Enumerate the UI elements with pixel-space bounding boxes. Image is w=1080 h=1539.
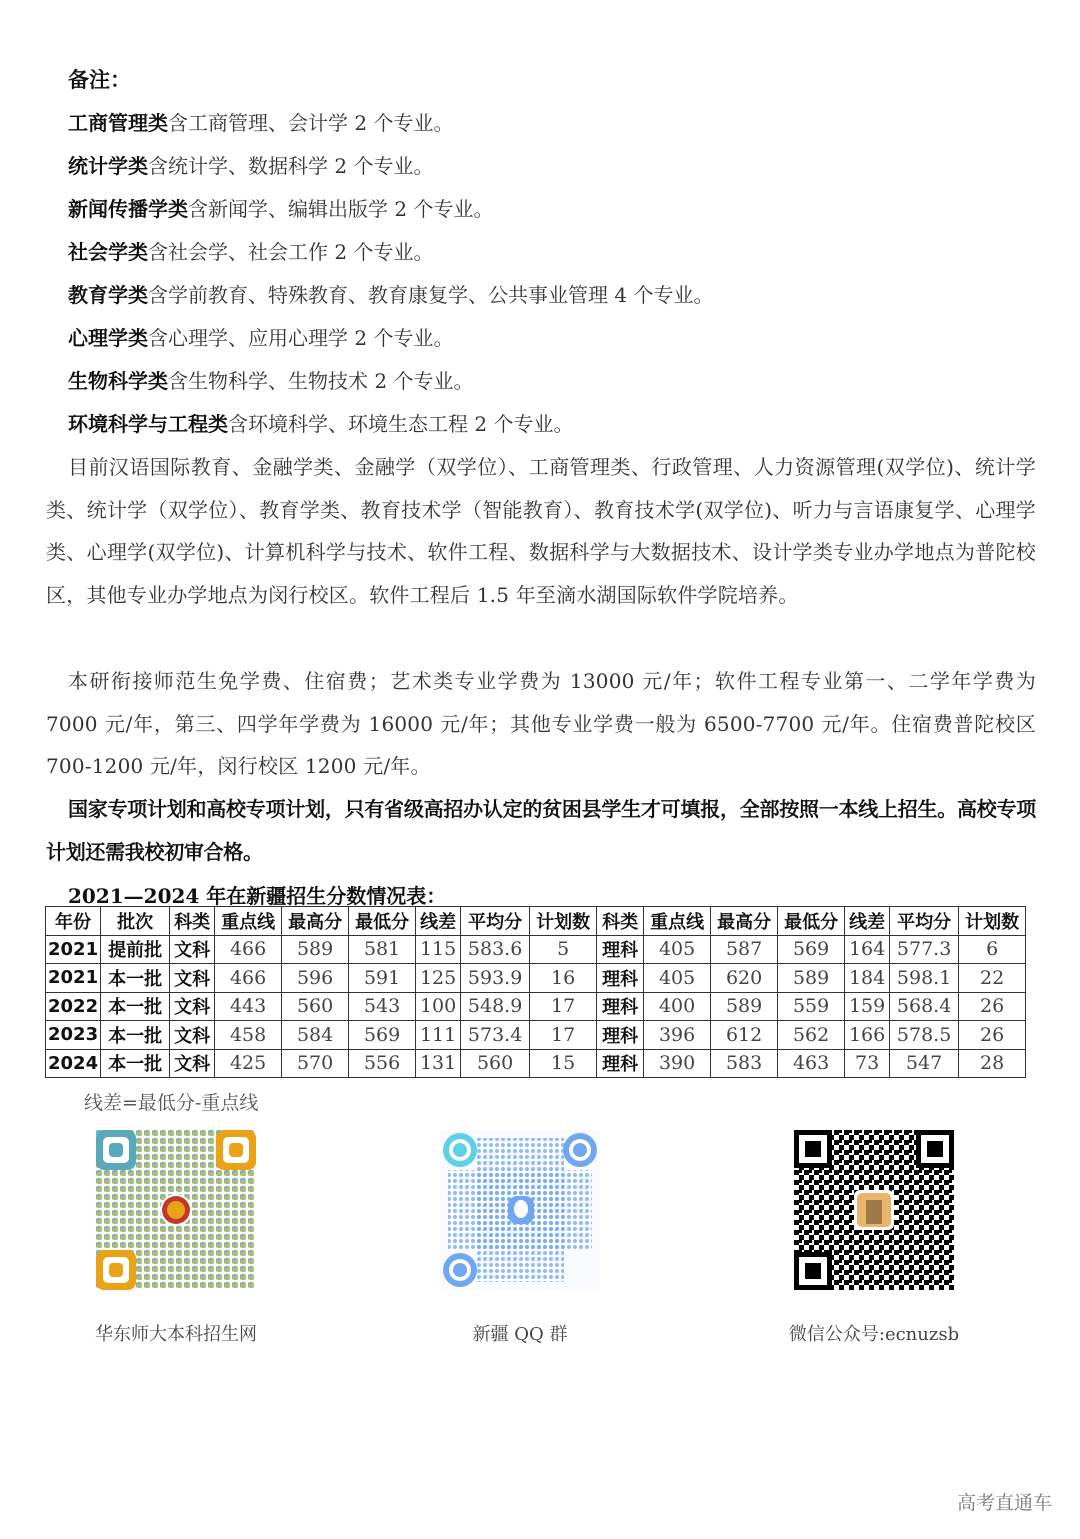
- plan-count-cell: 16: [530, 964, 597, 993]
- column-header: 最高分: [282, 907, 349, 936]
- plan-count-cell: 26: [959, 992, 1026, 1021]
- track-cell: 理科: [597, 992, 644, 1021]
- plan-count-cell: 15: [530, 1049, 597, 1078]
- qr-code-qq-group-icon[interactable]: [440, 1130, 600, 1290]
- track-cell: 理科: [597, 1021, 644, 1050]
- table-row: [46, 935, 1026, 964]
- line-diff-cell: 111: [416, 1021, 461, 1050]
- line-diff-cell: 131: [416, 1049, 461, 1078]
- cutoff-cell: 405: [644, 964, 711, 993]
- campus-paragraph: 目前汉语国际教育、金融学类、金融学（双学位）、工商管理类、行政管理、人力资源管理(双学位)、统计学类、统计学（双学位）、教育学类、教育技术学（智能教育）、教育技术学(双学位)、听力与言语康复学、心理学类、心理学(双学位)、计算机科学与技术、软件工程、数据科学与大数据技术、设计学类专业办学地点为普陀校区，其他专业办学地点为闵行校区。软件工程后 1.5 年至滴水湖国际软件学院培养。: [46, 455, 1036, 607]
- category-note: 工商管理类含工商管理、会计学 2 个专业。: [68, 111, 454, 135]
- track-cell: 文科: [170, 964, 215, 993]
- min-score-cell: 463: [778, 1049, 845, 1078]
- column-header: 最低分: [778, 907, 845, 936]
- line-diff-cell: 100: [416, 992, 461, 1021]
- table-row: [46, 1021, 1026, 1050]
- max-score-cell: 589: [282, 935, 349, 964]
- column-header: 科类: [597, 907, 644, 936]
- qr-code-wechat-icon[interactable]: [794, 1130, 954, 1290]
- table-header-row: [46, 907, 1026, 936]
- max-score-cell: 583: [711, 1049, 778, 1078]
- plan-count-cell: 17: [530, 1021, 597, 1050]
- avg-score-cell: 547: [890, 1049, 959, 1078]
- line-diff-cell: 166: [845, 1021, 890, 1050]
- track-cell: 理科: [597, 935, 644, 964]
- line-diff-formula: 线差=最低分-重点线: [84, 1092, 259, 1114]
- max-score-cell: 570: [282, 1049, 349, 1078]
- column-header: 年份: [46, 907, 101, 936]
- year-cell: 2024: [46, 1049, 101, 1078]
- min-score-cell: 562: [778, 1021, 845, 1050]
- line-diff-cell: 164: [845, 935, 890, 964]
- avg-score-cell: 578.5: [890, 1021, 959, 1050]
- table-title: 2021—2024 年在新疆招生分数情况表：: [68, 884, 447, 908]
- avg-score-cell: 593.9: [461, 964, 530, 993]
- remarks-title: 备注：: [68, 68, 131, 92]
- line-diff-cell: 159: [845, 992, 890, 1021]
- column-header: 重点线: [644, 907, 711, 936]
- column-header: 最高分: [711, 907, 778, 936]
- avg-score-cell: 548.9: [461, 992, 530, 1021]
- year-cell: 2023: [46, 1021, 101, 1050]
- batch-cell: 本一批: [101, 964, 170, 993]
- qr-admissions-site[interactable]: [66, 1130, 286, 1346]
- track-cell: 文科: [170, 935, 215, 964]
- qr-wechat[interactable]: [764, 1130, 984, 1346]
- min-score-cell: 591: [349, 964, 416, 993]
- score-table: [45, 906, 1026, 1078]
- cutoff-cell: 466: [215, 935, 282, 964]
- column-header: 科类: [170, 907, 215, 936]
- cutoff-cell: 405: [644, 935, 711, 964]
- track-cell: 文科: [170, 992, 215, 1021]
- cutoff-cell: 396: [644, 1021, 711, 1050]
- special-plan-paragraph: 国家专项计划和高校专项计划，只有省级高招办认定的贫困县学生才可填报，全部按照一本线上招生。高校专项计划还需我校初审合格。: [46, 797, 1036, 864]
- line-diff-cell: 115: [416, 935, 461, 964]
- avg-score-cell: 598.1: [890, 964, 959, 993]
- line-diff-cell: 184: [845, 964, 890, 993]
- column-header: 重点线: [215, 907, 282, 936]
- avg-score-cell: 577.3: [890, 935, 959, 964]
- max-score-cell: 584: [282, 1021, 349, 1050]
- batch-cell: 本一批: [101, 992, 170, 1021]
- year-cell: 2021: [46, 935, 101, 964]
- category-note: 统计学类含统计学、数据科学 2 个专业。: [68, 154, 434, 178]
- year-cell: 2021: [46, 964, 101, 993]
- avg-score-cell: 560: [461, 1049, 530, 1078]
- min-score-cell: 569: [778, 935, 845, 964]
- qr-code-admissions-site-icon[interactable]: [96, 1130, 256, 1290]
- track-cell: 文科: [170, 1049, 215, 1078]
- min-score-cell: 543: [349, 992, 416, 1021]
- column-header: 平均分: [461, 907, 530, 936]
- min-score-cell: 569: [349, 1021, 416, 1050]
- qr-caption: 微信公众号:ecnuzsb: [788, 1324, 960, 1345]
- year-cell: 2022: [46, 992, 101, 1021]
- column-header: 平均分: [890, 907, 959, 936]
- column-header: 最低分: [349, 907, 416, 936]
- avg-score-cell: 573.4: [461, 1021, 530, 1050]
- max-score-cell: 587: [711, 935, 778, 964]
- plan-count-cell: 6: [959, 935, 1026, 964]
- max-score-cell: 612: [711, 1021, 778, 1050]
- plan-count-cell: 5: [530, 935, 597, 964]
- fees-paragraph: 本研衔接师范生免学费、住宿费；艺术类专业学费为 13000 元/年；软件工程专业第一、二学年学费为 7000 元/年，第三、四学年学费为 16000 元/年；其他专业学费一般为 6500-7700 元/年。住宿费普陀校区 700-1200 元/年，闵行校区 1200 元/年。: [46, 669, 1036, 778]
- column-header: 计划数: [530, 907, 597, 936]
- max-score-cell: 596: [282, 964, 349, 993]
- column-header: 线差: [845, 907, 890, 936]
- plan-count-cell: 22: [959, 964, 1026, 993]
- category-note: 心理学类含心理学、应用心理学 2 个专业。: [68, 326, 454, 350]
- qr-caption: 华东师大本科招生网: [95, 1324, 257, 1345]
- table-row: [46, 1049, 1026, 1078]
- avg-score-cell: 583.6: [461, 935, 530, 964]
- cutoff-cell: 458: [215, 1021, 282, 1050]
- cutoff-cell: 390: [644, 1049, 711, 1078]
- watermark: 高考直通车: [956, 1492, 1052, 1514]
- table-row: [46, 964, 1026, 993]
- cutoff-cell: 400: [644, 992, 711, 1021]
- cutoff-cell: 443: [215, 992, 282, 1021]
- min-score-cell: 559: [778, 992, 845, 1021]
- max-score-cell: 560: [282, 992, 349, 1021]
- min-score-cell: 556: [349, 1049, 416, 1078]
- column-header: 计划数: [959, 907, 1026, 936]
- batch-cell: 本一批: [101, 1021, 170, 1050]
- batch-cell: 本一批: [101, 1049, 170, 1078]
- avg-score-cell: 568.4: [890, 992, 959, 1021]
- column-header: 线差: [416, 907, 461, 936]
- category-note: 社会学类含社会学、社会工作 2 个专业。: [68, 240, 434, 264]
- category-note: 新闻传播学类含新闻学、编辑出版学 2 个专业。: [68, 197, 494, 221]
- category-note: 环境科学与工程类含环境科学、环境生态工程 2 个专业。: [68, 412, 574, 436]
- table-row: [46, 992, 1026, 1021]
- min-score-cell: 581: [349, 935, 416, 964]
- qr-caption: 新疆 QQ 群: [472, 1324, 568, 1345]
- plan-count-cell: 28: [959, 1049, 1026, 1078]
- max-score-cell: 589: [711, 992, 778, 1021]
- cutoff-cell: 425: [215, 1049, 282, 1078]
- track-cell: 理科: [597, 1049, 644, 1078]
- plan-count-cell: 26: [959, 1021, 1026, 1050]
- max-score-cell: 620: [711, 964, 778, 993]
- category-note: 教育学类含学前教育、特殊教育、教育康复学、公共事业管理 4 个专业。: [68, 283, 714, 307]
- line-diff-cell: 125: [416, 964, 461, 993]
- track-cell: 理科: [597, 964, 644, 993]
- category-note: 生物科学类含生物科学、生物技术 2 个专业。: [68, 369, 474, 393]
- plan-count-cell: 17: [530, 992, 597, 1021]
- cutoff-cell: 466: [215, 964, 282, 993]
- batch-cell: 提前批: [101, 935, 170, 964]
- track-cell: 文科: [170, 1021, 215, 1050]
- qr-qq-group[interactable]: [410, 1130, 630, 1346]
- column-header: 批次: [101, 907, 170, 936]
- min-score-cell: 589: [778, 964, 845, 993]
- line-diff-cell: 73: [845, 1049, 890, 1078]
